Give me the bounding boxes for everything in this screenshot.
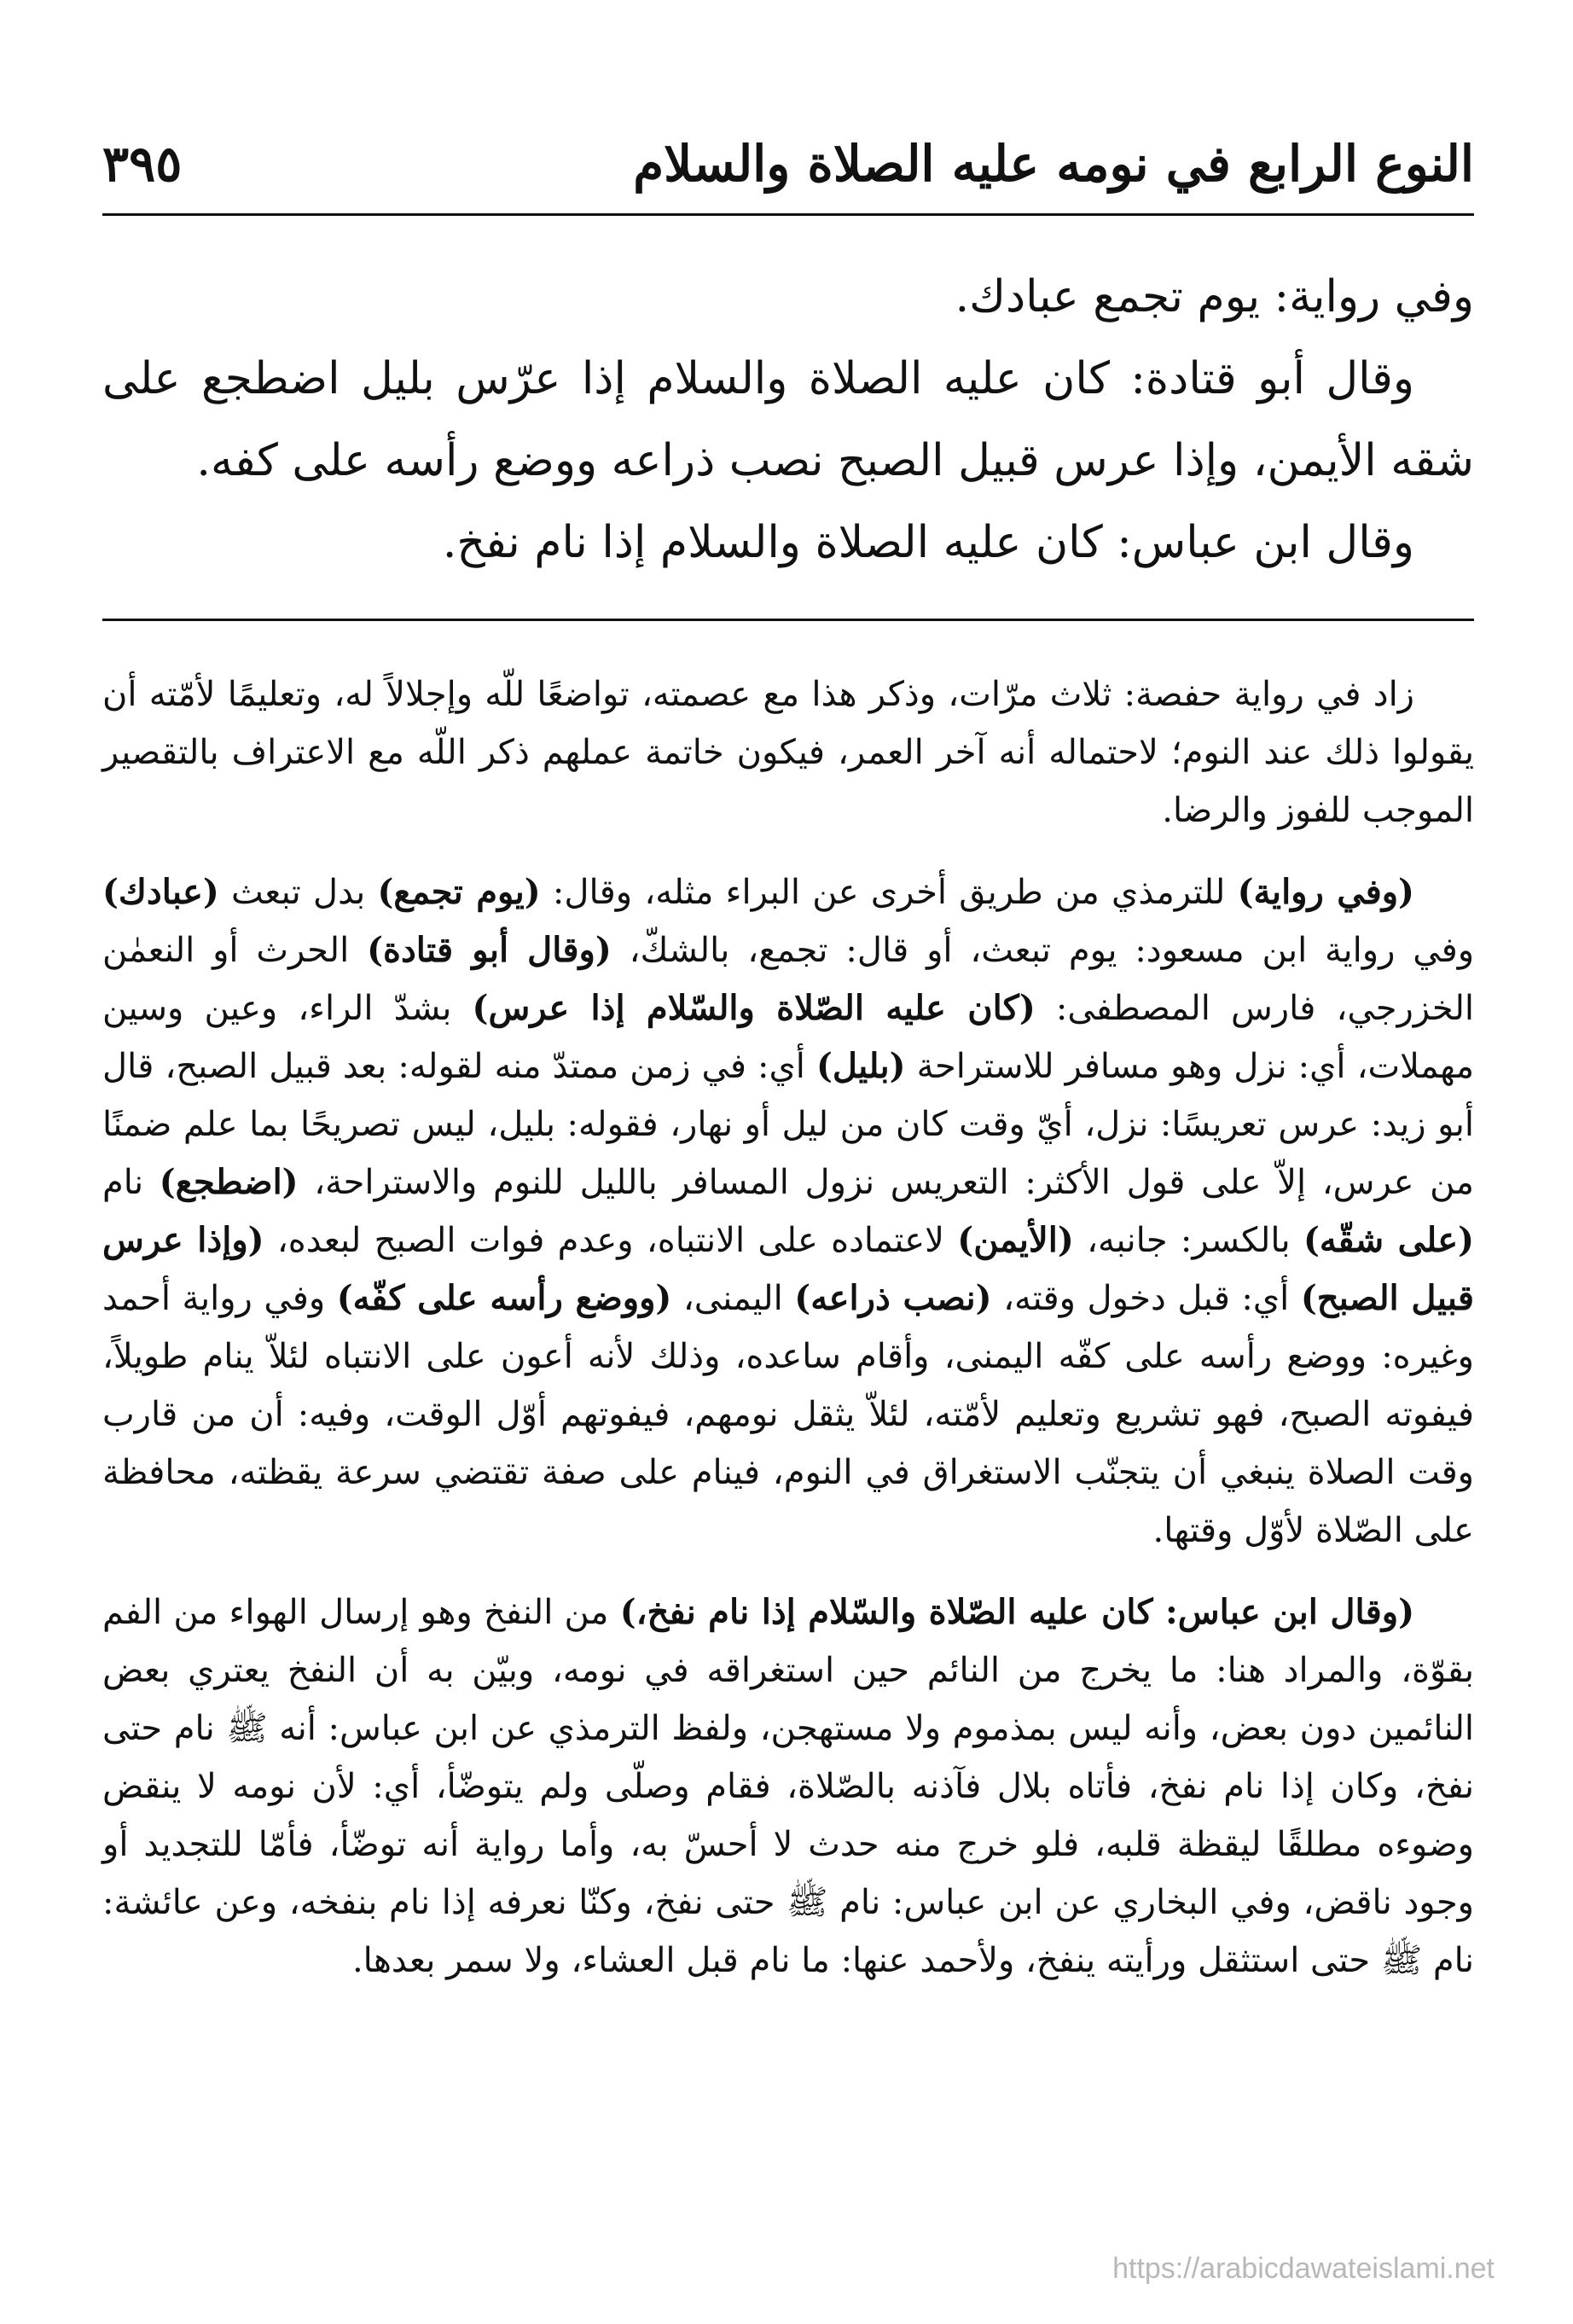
bold-quoted-phrase: (يوم تجمع) bbox=[377, 872, 541, 912]
text-separator-line bbox=[102, 619, 1474, 621]
page-number: ٣٩٥ bbox=[102, 135, 183, 193]
main-text bbox=[102, 256, 1474, 584]
commentary-section bbox=[102, 665, 1474, 2013]
bold-quoted-phrase: (على شقّه) bbox=[1303, 1220, 1474, 1260]
page-header bbox=[102, 128, 1474, 216]
bold-quoted-phrase: (بليل) bbox=[816, 1046, 906, 1086]
running-title: النوع الرابع في نومه عليه الصلاة والسلام bbox=[633, 135, 1474, 193]
bold-quoted-phrase: (وإذا عرس قبيل الصبح) bbox=[102, 1220, 1474, 1318]
bold-quoted-phrase: (كان عليه الصّلاة والسّلام إذا عرس) bbox=[472, 988, 1036, 1028]
site-watermark: https://arabicdawateislami.net bbox=[1112, 2252, 1495, 2285]
bold-quoted-phrase: (وفي رواية) bbox=[1237, 872, 1414, 912]
main-paragraph-3: وقال ابن عباس: كان عليه الصلاة والسلام إذا نام نفخ. bbox=[442, 517, 1414, 568]
bold-quoted-phrase: (نصب ذراعه) bbox=[794, 1278, 992, 1318]
bold-quoted-phrase: (اضطجع) bbox=[159, 1162, 299, 1202]
commentary-paragraph-1: زاد في رواية حفصة: ثلاث مرّات، وذكر هذا مع عصمته، تواضعًا للّه وإجلالاً له، وتعليمًا لأمّته أن يقولوا ذلك عند النوم؛ لاحتماله أنه آخر العمر، فيكون خاتمة عملهم ذكر اللّه مع الاعتراف بالتقصير الموجب للفوز والرضا. bbox=[102, 675, 1474, 830]
bold-quoted-phrase: (وقال ابن عباس: كان عليه الصّلاة والسّلام إذا نام نفخ،) bbox=[619, 1592, 1414, 1632]
bold-quoted-phrase: (ووضع رأسه على كفّه) bbox=[336, 1278, 672, 1318]
bold-quoted-phrase: (الأيمن) bbox=[957, 1220, 1074, 1260]
main-paragraph-2: وقال أبو قتادة: كان عليه الصلاة والسلام إذا عرّس بليل اضطجع على شقه الأيمن، وإذا عرس قبيل الصبح نصب ذراعه ووضع رأسه على كفه. bbox=[102, 353, 1474, 486]
bold-quoted-phrase: (عبادك) bbox=[102, 872, 219, 912]
bold-quoted-phrase: (وقال أبو قتادة) bbox=[367, 930, 612, 970]
commentary-paragraph-3: (وقال ابن عباس: كان عليه الصّلاة والسّلام إذا نام نفخ،) من النفخ وهو إرسال الهواء من الفم بقوّة، والمراد هنا: ما يخرج من النائم حين استغراقه في نومه، وبيّن به أن النفخ يعتري بعض النائمين دون بعض، وأنه ليس بمذموم ولا مستهجن، ولفظ الترمذي عن ابن عباس: أنه ﷺ نام حتى نفخ، وكان إذا نام نفخ، فأتاه بلال فآذنه بالصّلاة، فقام وصلّى ولم يتوضّأ، أي: لأن نومه لا ينقض وضوءه مطلقًا ليقظة قلبه، فلو خرج منه حدث لا أحسّ به، وأما رواية أنه توضّأ، فأمّا للتجديد أو وجود ناقض، وفي البخاري عن ابن عباس: نام ﷺ حتى نفخ، وكنّا نعرفه إذا نام بنفخه، وعن عائشة: نام ﷺ حتى استثقل ورأيته ينفخ، ولأحمد عنها: ما نام قبل العشاء، ولا سمر بعدها. bbox=[102, 1592, 1475, 1980]
commentary-paragraph-2: (وفي رواية) للترمذي من طريق أخرى عن البراء مثله، وقال: (يوم تجمع) بدل تبعث (عبادك) وفي رواية ابن مسعود: يوم تبعث، أو قال: تجمع، بالشكّ، (وقال أبو قتادة) الحرث أو النعمٰن الخزرجي، فارس المصطفى: (كان عليه الصّلاة والسّلام إذا عرس) بشدّ الراء، وعين وسين مهملات، أي: نزل وهو مسافر للاستراحة (بليل) أي: في زمن ممتدّ منه لقوله: بعد قبيل الصبح، قال أبو زيد: عرس تعريسًا: نزل، أيّ وقت كان من ليل أو نهار، فقوله: بليل، ليس تصريحًا بما علم ضمنًا من عرس، إلاّ على قول الأكثر: التعريس نزول المسافر بالليل للنوم والاستراحة، (اضطجع) نام (على شقّه) بالكسر: جانبه، (الأيمن) لاعتماده على الانتباه، وعدم فوات الصبح لبعده، (وإذا عرس قبيل الصبح) أي: قبل دخول وقته، (نصب ذراعه) اليمنى، (ووضع رأسه على كفّه) وفي رواية أحمد وغيره: ووضع رأسه على كفّه اليمنى، وأقام ساعده، وذلك لأنه أعون على الانتباه لئلاّ ينام طويلاً، فيفوته الصبح، فهو تشريع وتعليم لأمّته، لئلاّ يثقل نومهم، فيفوتهم أوّل الوقت، وفيه: أن من قارب وقت الصلاة ينبغي أن يتجنّب الاستغراق في النوم، فينام على صفة تقتضي سرعة يقظته، محافظة على الصّلاة لأوّل وقتها. bbox=[102, 872, 1475, 1550]
main-paragraph-1: وفي رواية: يوم تجمع عبادك. bbox=[955, 271, 1474, 322]
